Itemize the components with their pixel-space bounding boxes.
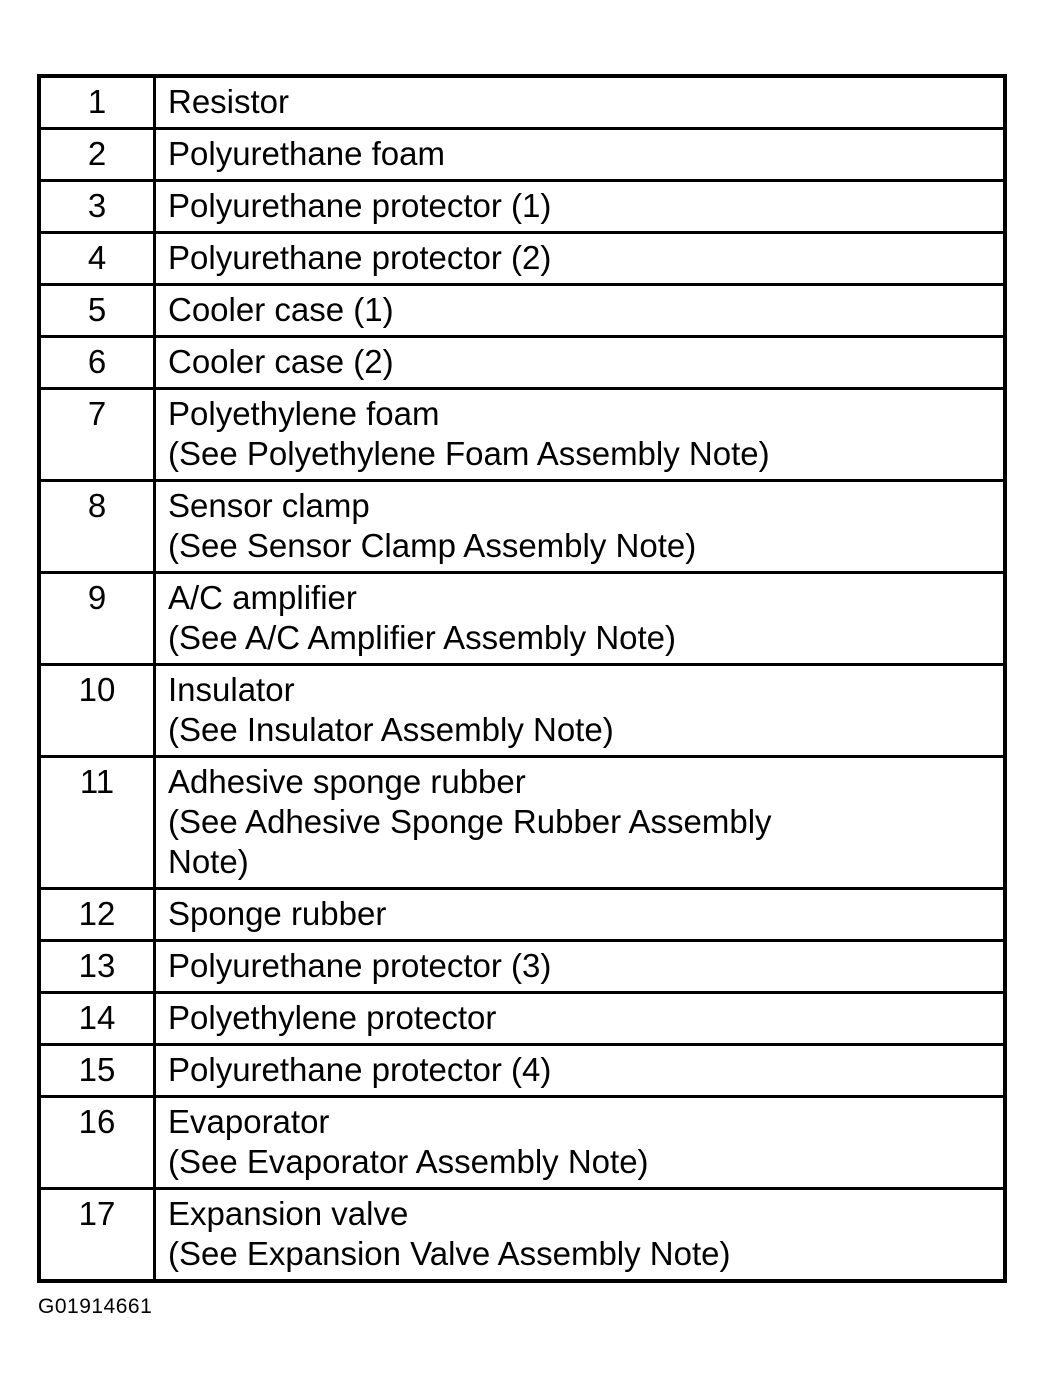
item-description [155,889,1006,941]
description-line: Polyurethane protector (2) [168,239,552,276]
description-line: Polyurethane protector (3) [168,947,552,984]
table-row [39,285,1005,337]
item-number: 1 [39,76,155,129]
item-number: 8 [39,481,155,573]
item-description [155,181,1006,233]
description-line: Sponge rubber [168,895,387,932]
item-number: 10 [39,665,155,757]
description-line: (See Insulator Assembly Note) [168,711,614,748]
item-number: 6 [39,337,155,389]
item-description [155,757,1006,889]
item-number: 14 [39,993,155,1045]
item-number: 11 [39,757,155,889]
description-line: Sensor clamp [168,487,370,524]
table-row [39,233,1005,285]
item-number: 2 [39,129,155,181]
legend-table-body [39,76,1005,1281]
item-number: 16 [39,1097,155,1189]
description-line: Polyurethane foam [168,135,446,172]
table-row [39,573,1005,665]
item-description [155,665,1006,757]
table-row [39,889,1005,941]
item-number: 17 [39,1189,155,1282]
description-line: (See Polyethylene Foam Assembly Note) [168,435,770,472]
item-description [155,1097,1006,1189]
table-row [39,1097,1005,1189]
item-description [155,129,1006,181]
item-description [155,233,1006,285]
item-number: 4 [39,233,155,285]
description-line: Polyurethane protector (1) [168,187,552,224]
item-number: 5 [39,285,155,337]
table-row [39,129,1005,181]
description-line: (See Evaporator Assembly Note) [168,1143,649,1180]
description-line: Evaporator [168,1103,330,1140]
description-line: (See Expansion Valve Assembly Note) [168,1235,731,1272]
table-row [39,993,1005,1045]
table-row [39,389,1005,481]
item-number: 7 [39,389,155,481]
table-row [39,941,1005,993]
description-line: Cooler case (1) [168,291,394,328]
item-number: 12 [39,889,155,941]
figure-id: G01914661 [38,1295,153,1318]
item-description [155,573,1006,665]
item-description [155,76,1006,129]
description-line: Expansion valve [168,1195,409,1232]
item-description [155,1189,1006,1282]
description-line: Polyethylene foam [168,395,440,432]
description-line: Adhesive sponge rubber [168,763,526,800]
table-row [39,337,1005,389]
item-description [155,481,1006,573]
description-line: Polyurethane protector (4) [168,1051,552,1088]
description-line: Insulator [168,671,295,708]
item-number: 13 [39,941,155,993]
legend-table [37,74,1007,1283]
item-description [155,941,1006,993]
item-description [155,337,1006,389]
item-description [155,1045,1006,1097]
description-line: Resistor [168,83,290,120]
table-row [39,757,1005,889]
description-line: Cooler case (2) [168,343,394,380]
table-row [39,181,1005,233]
description-line: Polyethylene protector [168,999,497,1036]
item-number: 15 [39,1045,155,1097]
item-number: 3 [39,181,155,233]
table-row [39,1189,1005,1282]
description-line: Note) [168,843,249,880]
item-description [155,993,1006,1045]
table-row [39,76,1005,129]
description-line: (See Adhesive Sponge Rubber Assembly [168,803,772,840]
table-row [39,481,1005,573]
item-description [155,389,1006,481]
item-number: 9 [39,573,155,665]
item-description [155,285,1006,337]
table-row [39,665,1005,757]
description-line: (See Sensor Clamp Assembly Note) [168,527,697,564]
description-line: (See A/C Amplifier Assembly Note) [168,619,677,656]
table-row [39,1045,1005,1097]
description-line: A/C amplifier [168,579,357,616]
